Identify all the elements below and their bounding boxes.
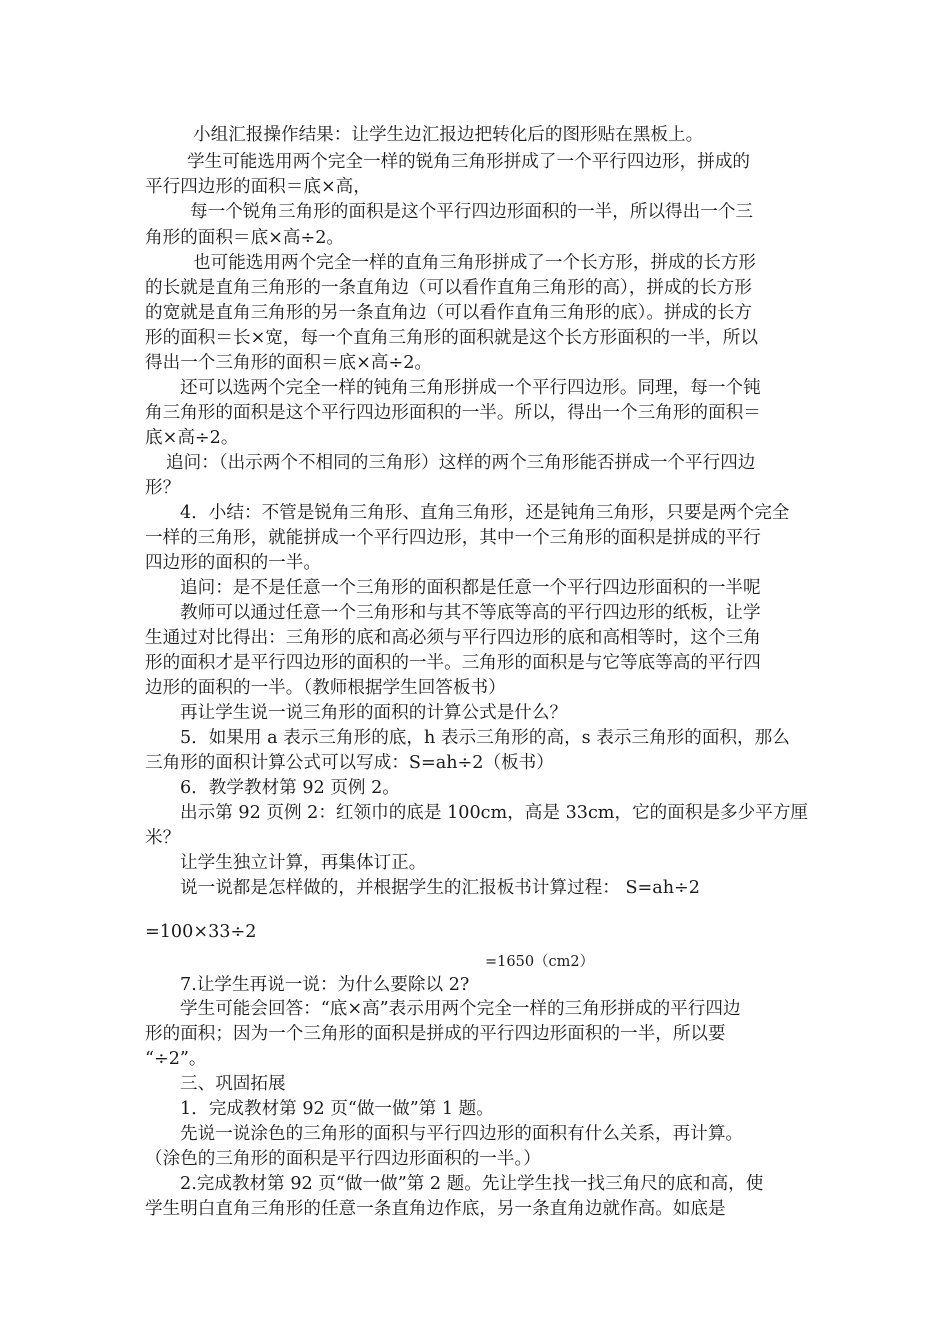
text-line: 也可能选用两个完全一样的直角三角形拼成了一个长方形，拼成的长方形 — [193, 253, 757, 273]
text-line: 角三角形的面积是这个平行四边形面积的一半。所以，得出一个三角形的面积＝ — [145, 403, 761, 423]
text-line: 学生可能选用两个完全一样的锐角三角形拼成了一个平行四边形，拼成的 — [187, 152, 751, 172]
text-line: 生通过对比得出：三角形的底和高必须与平行四边形的底和高相等时，这个三角 — [145, 628, 761, 648]
text-line: 三角形的面积计算公式可以写成：S=ah÷2（板书） — [145, 753, 554, 773]
text-line: 还可以选两个完全一样的钝角三角形拼成一个平行四边形。同理，每一个钝 — [180, 378, 761, 398]
text-line: 形的面积＝长×宽，每一个直角三角形的面积就是这个长方形面积的一半，所以 — [145, 328, 758, 348]
text-line: “÷2”。 — [145, 1049, 207, 1069]
text-line: 6．教学教材第 92 页例 2。 — [180, 778, 400, 798]
text-line: 出示第 92 页例 2：红领巾的底是 100cm，高是 33cm，它的面积是多少平方厘 — [180, 803, 809, 823]
text-line: 学生明白直角三角形的任意一条直角边作底，另一条直角边就作高。如底是 — [145, 1199, 726, 1219]
text-line: 5．如果用 a 表示三角形的底，h 表示三角形的高，s 表示三角形的面积，那么 — [180, 728, 790, 748]
text-line: 1．完成教材第 92 页“做一做”第 1 题。 — [180, 1099, 494, 1119]
text-line: 的长就是直角三角形的一条直角边（可以看作直角三角形的高），拼成的长方形 — [145, 278, 752, 298]
section-heading: 三、巩固拓展 — [180, 1074, 286, 1094]
text-line: （涂色的三角形的面积是平行四边形面积的一半。） — [145, 1149, 541, 1169]
text-line: 教师可以通过任意一个三角形和与其不等底等高的平行四边形的纸板，让学 — [180, 603, 761, 623]
text-line: 一样的三角形，就能拼成一个平行四边形，其中一个三角形的面积是拼成的平行 — [145, 528, 761, 548]
text-line: 四边形的面积的一半。 — [145, 553, 321, 573]
text-line: 的宽就是直角三角形的另一条直角边（可以看作直角三角形的底）。拼成的长方 — [145, 303, 752, 323]
text-line: 角形的面积＝底×高÷2。 — [145, 228, 345, 248]
text-line: 7.让学生再说一说：为什么要除以 2? — [180, 975, 470, 995]
text-line: 形？ — [145, 478, 181, 498]
text-line: 追问：（出示两个不相同的三角形）这样的两个三角形能否拼成一个平行四边 — [166, 453, 756, 473]
text-line: 先说一说涂色的三角形的面积与平行四边形的面积有什么关系，再计算。 — [180, 1124, 744, 1144]
text-line: 形的面积才是平行四边形的面积的一半。三角形的面积是与它等底等高的平行四 — [145, 653, 761, 673]
text-line: 形的面积；因为一个三角形的面积是拼成的平行四边形面积的一半，所以要 — [145, 1024, 726, 1044]
text-line: 让学生独立计算，再集体订正。 — [180, 853, 427, 873]
text-line: 边形的面积的一半。（教师根据学生回答板书） — [145, 678, 506, 698]
text-line: 追问：是不是任意一个三角形的面积都是任意一个平行四边形面积的一半呢 — [180, 578, 761, 598]
text-line: 再让学生说一说三角形的面积的计算公式是什么？ — [180, 703, 568, 723]
text-line: 米？ — [145, 828, 181, 848]
text-line: 得出一个三角形的面积＝底×高÷2。 — [145, 353, 432, 373]
text-line: 平行四边形的面积＝底×高， — [145, 177, 371, 197]
text-line: 2.完成教材第 92 页“做一做”第 2 题。先让学生找一找三角尺的底和高，使 — [180, 1174, 764, 1194]
text-line: 说一说都是怎样做的，并根据学生的汇报板书计算过程： S=ah÷2 — [180, 878, 700, 898]
text-line: 学生可能会回答：“底×高”表示用两个完全一样的三角形拼成的平行四边 — [180, 999, 741, 1019]
text-line: 每一个锐角三角形的面积是这个平行四边形面积的一半，所以得出一个三 — [190, 202, 754, 222]
text-line: 4．小结：不管是锐角三角形、直角三角形，还是钝角三角形，只要是两个完全 — [180, 503, 790, 523]
text-line: 底×高÷2。 — [145, 428, 239, 448]
text-line: =100×33÷2 — [145, 922, 257, 942]
text-line: 小组汇报操作结果：让学生边汇报边把转化后的图形贴在黑板上。 — [193, 125, 704, 145]
text-line: =1650（cm2） — [485, 954, 595, 970]
